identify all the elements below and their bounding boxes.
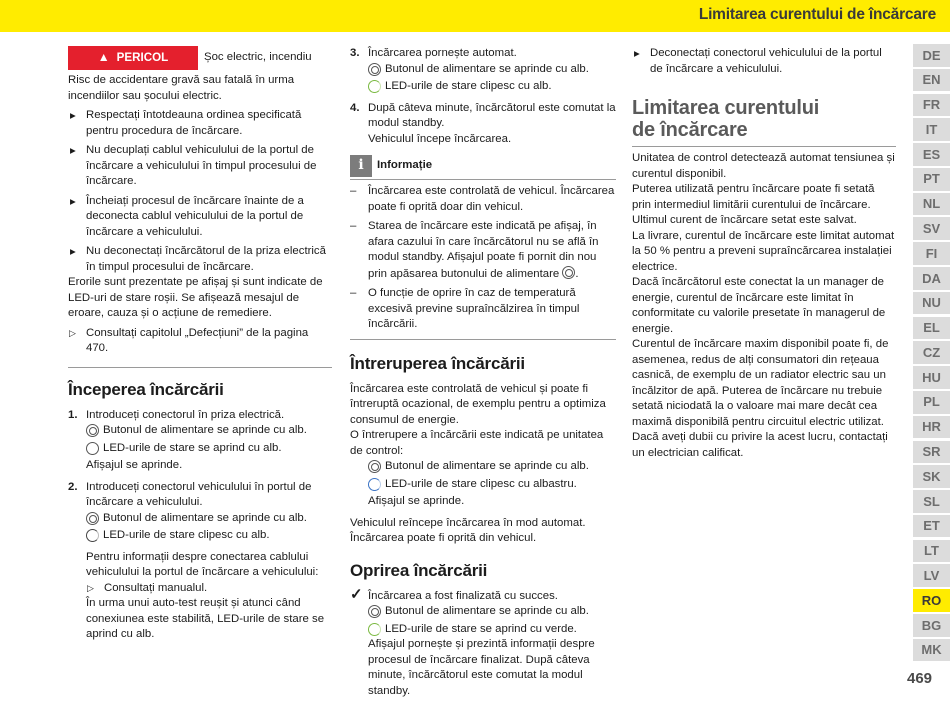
info-item-text: Starea de încărcare este indicată pe afișaj, în afara cazului în care încărcătorul nu se află în modul standby. Afișajul poate fi pornit din nou prin apăsarea butonului de alimentare [368, 220, 599, 280]
language-tab-pt[interactable]: PT [913, 168, 950, 191]
power-button-icon [562, 266, 575, 279]
language-tab-el[interactable]: EL [913, 317, 950, 340]
step-text: Introduceți conectorul în priza electrică. [86, 408, 285, 421]
step-text: După câteva minute, încărcătorul este comutat la modul standby. [368, 101, 616, 129]
danger-title: Șoc electric, incendiu [204, 51, 312, 63]
section-heading-stop: Oprirea încărcării [350, 560, 488, 580]
status-group [350, 604, 616, 699]
status-line [86, 423, 332, 439]
status-text: Butonul de alimentare se aprinde cu alb. [385, 605, 589, 617]
status-group [350, 459, 616, 510]
led-blinking-icon [368, 80, 381, 93]
power-button-icon [368, 63, 381, 76]
status-text: LED-urile de stare se aprind cu verde. [385, 622, 577, 635]
status-line [86, 441, 332, 457]
language-tab-fi[interactable]: FI [913, 242, 950, 265]
status-line [86, 528, 332, 544]
led-white-icon [86, 442, 99, 455]
language-tab-sl[interactable]: SL [913, 490, 950, 513]
status-text: Butonul de alimentare se aprinde cu alb. [103, 424, 307, 436]
status-text: LED-urile de stare clipesc cu alb. [385, 80, 552, 92]
power-button-icon [86, 512, 99, 525]
status-line [368, 622, 616, 638]
language-tab-bg[interactable]: BG [913, 614, 950, 637]
language-tab-lt[interactable]: LT [913, 540, 950, 563]
warning-bullet: ▶ Nu decuplați cablul vehiculului de la portul de încărcare a vehiculului în timpul procesului de încărcare. [68, 143, 332, 190]
info-divider [350, 179, 616, 180]
instruction-bullet: ▶ Deconectați conectorul vehiculului de la portul de încărcare a vehiculului. [632, 46, 896, 77]
step-2 [68, 480, 332, 643]
section-divider [68, 367, 332, 368]
step-number: 4. [350, 101, 360, 114]
language-tab-sk[interactable]: SK [913, 465, 950, 488]
info-header [350, 155, 616, 177]
info-text: În urma unui auto-test reușit și atunci când conexiunea este stabilită, LED-urile de stare se aprind cu alb. [86, 597, 325, 640]
heading-line: Limitarea curentului [632, 97, 820, 119]
led-green-icon [368, 623, 381, 636]
heading-line: de încărcare [632, 119, 748, 141]
status-line [86, 511, 332, 527]
language-tab-en[interactable]: EN [913, 69, 950, 92]
step-text: Încărcarea pornește automat. [368, 47, 517, 59]
language-tab-it[interactable]: IT [913, 118, 950, 141]
status-text: Butonul de alimentare se aprinde cu alb. [103, 511, 307, 524]
heading-divider [632, 146, 896, 147]
language-tab-de[interactable]: DE [913, 44, 950, 67]
page-title: Limitarea curentului de încărcare [698, 6, 936, 23]
status-text: Butonul de alimentare se aprinde cu alb. [385, 62, 589, 75]
power-button-icon [368, 605, 381, 618]
body-text: Unitatea de control detectează automat tensiunea și curentul disponibil. [632, 152, 895, 180]
column-2 [350, 46, 616, 699]
warning-bullet: ▶ Încheiați procesul de încărcare înainte de a deconecta cablul vehiculului de la portul de încărcare a vehiculului. [68, 194, 332, 241]
step-1 [68, 408, 332, 474]
danger-badge [68, 46, 198, 70]
language-tab-nl[interactable]: NL [913, 193, 950, 216]
language-tab-ro[interactable]: RO [913, 589, 950, 612]
status-text: LED-urile de stare clipesc cu albastru. [385, 477, 577, 490]
cross-reference-link[interactable]: ▷ Consultați capitolul „Defecțiuni” de la pagina 470. [68, 326, 332, 357]
body-text: La livrare, curentul de încărcare este limitat automat la 50 % pentru a preveni supraîncărcarea instalației electrice. [632, 229, 895, 273]
status-line [368, 604, 616, 620]
step-number: 1. [68, 408, 78, 421]
danger-notice [68, 46, 332, 70]
status-line [368, 459, 616, 475]
column-3 [632, 46, 896, 461]
section-divider [350, 339, 616, 340]
status-line [368, 79, 616, 95]
info-label: Informație [377, 159, 433, 172]
step-3 [350, 46, 616, 95]
status-text: Afișajul se aprinde. [86, 459, 183, 471]
warning-bullet: ▶ Respectați întotdeauna ordinea specificată pentru procedura de încărcare. [68, 108, 332, 139]
info-item: – Încărcarea este controlată de vehicul. Încărcarea poate fi oprită doar din vehicul. [350, 184, 616, 215]
language-tab-fr[interactable]: FR [913, 94, 950, 117]
status-text: Afișajul pornește și prezintă informații despre procesul de încărcare finalizat. După câteva minute, încărcătorul este comutat la modul standby. [368, 638, 595, 697]
step-4 [350, 101, 616, 148]
body-text: Curentul de încărcare maxim disponibil poate fi, de asemenea, redus de alți consumatori din rețeaua casnică, de exemplu de un radiator electric sau un încălzitor de apă. Puterea de încărcare nu trebuie setată niciodată la o valoare mai mare decât cea maximă disponibilă pentru circuitul electric utilizat. Dacă aveți dubii cu privire la acest lucru, contactați un electrician calificat. [632, 338, 889, 459]
language-tab-sv[interactable]: SV [913, 217, 950, 240]
status-text: Afișajul se aprinde. [368, 495, 465, 507]
language-tab-pl[interactable]: PL [913, 391, 950, 414]
status-text: Butonul de alimentare se aprinde cu alb. [385, 460, 589, 472]
step-text: Introduceți conectorul vehiculului în portul de încărcare a vehiculului. [86, 480, 312, 508]
language-tab-cz[interactable]: CZ [913, 341, 950, 364]
check-item: ✓ Încărcarea a fost finalizată cu succes. [350, 589, 616, 605]
status-text: Vehiculul începe încărcarea. [368, 132, 512, 145]
language-sidebar [913, 44, 950, 664]
warning-triangle-icon: ▲ [97, 50, 110, 65]
page-number: 469 [907, 670, 933, 687]
section-heading-start-charging: Începerea încărcării [68, 379, 224, 399]
language-tab-et[interactable]: ET [913, 515, 950, 538]
language-tab-mk[interactable]: MK [913, 639, 950, 662]
language-tab-es[interactable]: ES [913, 143, 950, 166]
errors-text: Erorile sunt prezentate pe afișaj și sunt indicate de LED-uri de stare roșii. Se afișează mesajul de eroare, cauza și o acțiune de remediere. [68, 276, 323, 319]
status-text: LED-urile de stare se aprind cu alb. [103, 441, 282, 454]
language-tab-hu[interactable]: HU [913, 366, 950, 389]
body-text: Dacă încărcătorul este conectat la un manager de energie, curentul de încărcare este limitat în conformitate cu valorile presetate în managerul de energie. [632, 276, 886, 335]
info-icon: i [350, 155, 372, 177]
language-tab-da[interactable]: DA [913, 267, 950, 290]
language-tab-hr[interactable]: HR [913, 416, 950, 439]
status-line [368, 477, 616, 493]
manual-reference[interactable]: ▷ Consultați manualul. [86, 581, 332, 597]
column-1 [68, 46, 332, 643]
info-item: – Starea de încărcare este indicată pe afișaj, în afara cazului în care încărcătorul nu se află în modul standby. Afișajul poate fi pornit din nou prin apăsarea butonului de alimentare . [350, 219, 616, 282]
power-button-icon [86, 424, 99, 437]
danger-label: PERICOL [116, 51, 169, 65]
body-text: Vehiculul reîncepe încărcarea în mod automat. Încărcarea poate fi oprită din vehicul. [350, 516, 586, 544]
header-bar [0, 0, 950, 32]
language-tab-lv[interactable]: LV [913, 564, 950, 587]
led-blinking-icon [86, 529, 99, 542]
warning-bullet: ▶ Nu deconectați încărcătorul de la priza electrică în timpul procesului de încărcare. [68, 244, 332, 275]
section-heading-limit [632, 97, 896, 141]
language-tab-sr[interactable]: SR [913, 441, 950, 464]
risk-text: Risc de accidentare gravă sau fatală în urma incendiilor sau șocului electric. [68, 74, 295, 102]
section-heading-interrupt: Întreruperea încărcării [350, 353, 525, 373]
language-tab-nu[interactable]: NU [913, 292, 950, 315]
status-line [368, 62, 616, 78]
led-blue-icon [368, 478, 381, 491]
body-text: O întrerupere a încărcării este indicată pe unitatea de control: [350, 429, 604, 457]
step-number: 2. [68, 480, 78, 493]
info-text: Pentru informații despre conectarea cablului vehiculului la portul de încărcare a vehiculului: [86, 550, 319, 578]
info-item: – O funcție de oprire în caz de temperatură excesivă previne supraîncălzirea în timpul încărcării. [350, 286, 616, 333]
status-text: LED-urile de stare clipesc cu alb. [103, 529, 270, 541]
body-text: Încărcarea este controlată de vehicul și poate fi întreruptă ocazional, de exemplu pentru a optimiza consumul de energie. [350, 382, 606, 426]
power-button-icon [368, 460, 381, 473]
step-number: 3. [350, 47, 360, 59]
body-text: Puterea utilizată pentru încărcare poate fi setată prin intermediul limitării curentului de încărcare. Ultimul curent de încărcare setat este salvat. [632, 183, 875, 226]
